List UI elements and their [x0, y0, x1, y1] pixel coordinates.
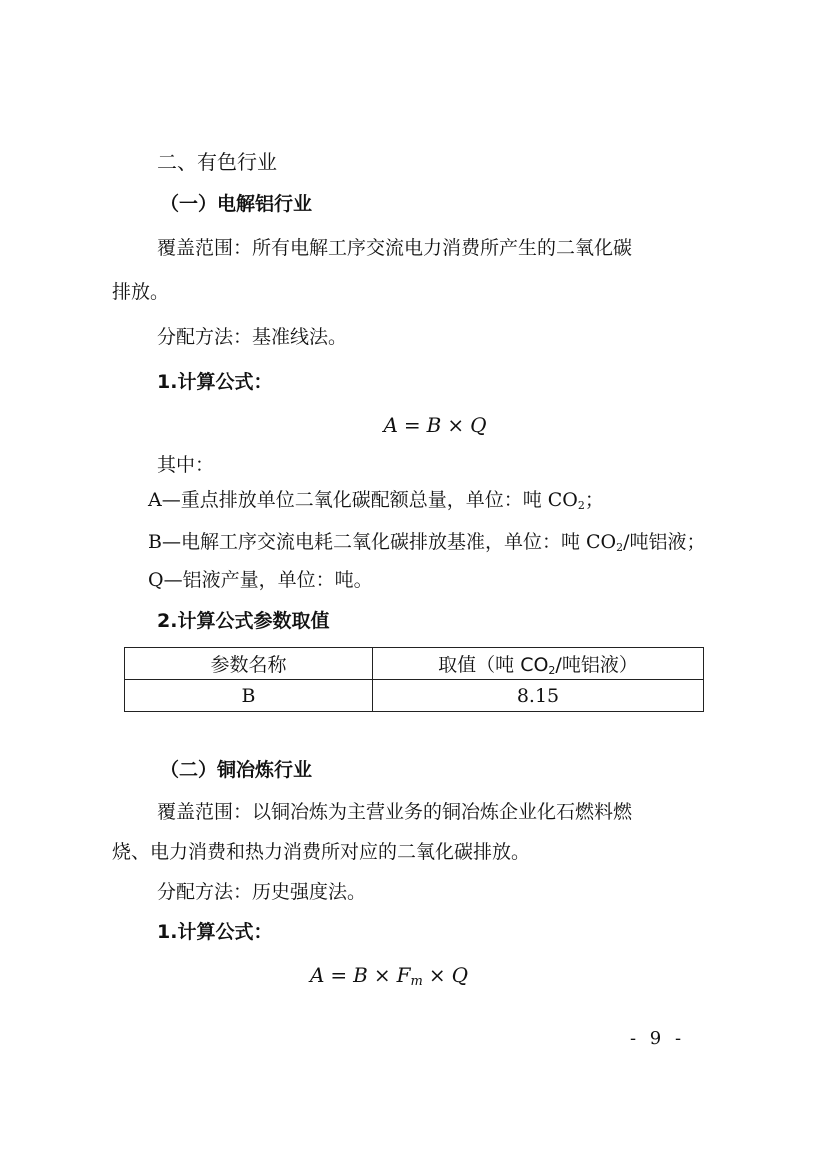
formula2-times-1: ×: [373, 963, 391, 987]
method-copper: 分配方法：历史强度法。: [157, 881, 367, 903]
formula2-var-b: B: [353, 963, 368, 987]
where-label: 其中：: [157, 454, 215, 476]
definition-a-end: ；: [584, 489, 604, 511]
definition-a: [148, 486, 604, 514]
formula-copper: [0, 961, 802, 989]
page-number: - 9 -: [630, 1028, 686, 1049]
method-aluminium: 分配方法：基准线法。: [157, 326, 348, 348]
formula2-equals: =: [330, 963, 348, 987]
formula2-var-f-subscript: m: [410, 974, 423, 989]
coverage-aluminium-line2: 排放。: [112, 281, 170, 303]
table-row: [125, 680, 704, 712]
section-title: 二、有色行业: [157, 150, 277, 174]
definition-a-text: A—重点排放单位二氧化碳配额总量，单位：吨 CO: [148, 489, 578, 511]
formula-heading-copper: 1.计算公式：: [157, 921, 273, 943]
formula2-var-a: A: [309, 963, 325, 987]
definition-b-subscript: 2: [616, 541, 624, 554]
formula2-var-f: F: [396, 963, 411, 987]
table-header-row: [125, 648, 704, 680]
formula-aluminium: [22, 411, 826, 439]
header-value-post: /吨铝液）: [555, 654, 638, 676]
formula-var-a: A: [383, 413, 398, 437]
formula-var-q: Q: [470, 413, 487, 437]
parameter-table: [124, 647, 704, 712]
header-param-name: 参数名称: [125, 648, 373, 680]
coverage-copper-line2: 烧、电力消费和热力消费所对应的二氧化碳排放。: [112, 841, 531, 863]
cell-param-value: 8.15: [373, 680, 704, 712]
formula-equals: =: [403, 413, 421, 437]
coverage-aluminium-line1: 覆盖范围：所有电解工序交流电力消费所产生的二氧化碳: [157, 237, 633, 259]
definition-b-end: /吨铝液；: [623, 531, 706, 553]
coverage-copper-line1: 覆盖范围：以铜冶炼为主营业务的铜冶炼企业化石燃料燃: [157, 801, 633, 823]
formula-times: ×: [447, 413, 465, 437]
formula-heading-aluminium: 1.计算公式：: [157, 371, 273, 393]
subsection-title-aluminium: （一）电解铝行业: [160, 193, 313, 215]
definition-b-text: B—电解工序交流电耗二氧化碳排放基准，单位：吨 CO: [148, 531, 617, 553]
header-value-subscript: 2: [548, 664, 556, 677]
header-value-pre: 取值（吨 CO: [438, 654, 549, 676]
definition-a-subscript: 2: [577, 499, 585, 512]
formula-var-b: B: [426, 413, 442, 437]
formula2-times-2: ×: [428, 963, 446, 987]
definition-b: [148, 528, 706, 556]
formula2-var-q: Q: [451, 963, 469, 987]
definition-q: Q—铝液产量，单位：吨。: [148, 569, 373, 591]
header-param-value: [373, 648, 704, 680]
param-heading-aluminium: 2.计算公式参数取值: [157, 610, 330, 632]
cell-param-name: B: [125, 680, 373, 712]
subsection-title-copper: （二）铜冶炼行业: [160, 759, 313, 781]
